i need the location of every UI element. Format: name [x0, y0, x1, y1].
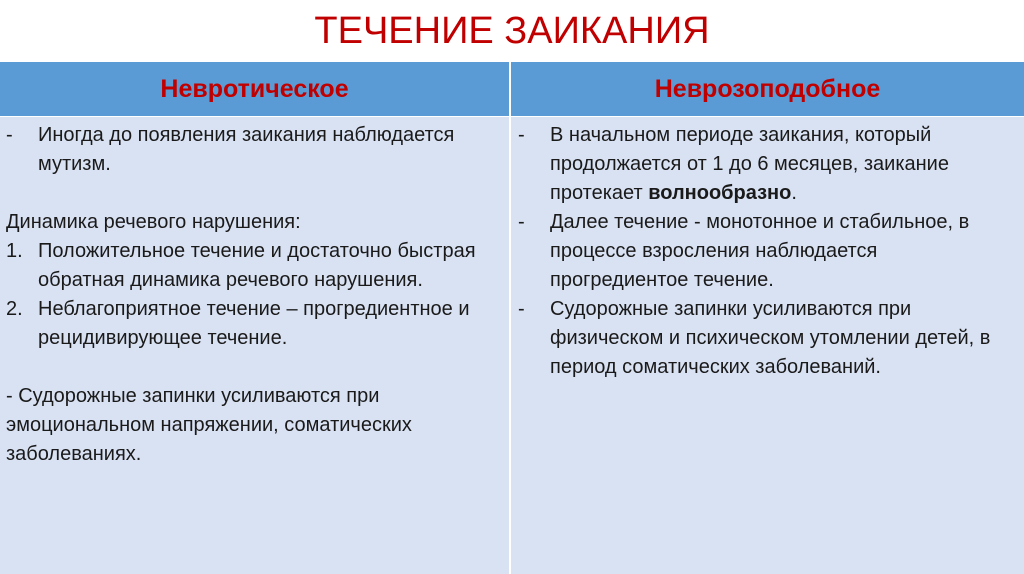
slide-title: ТЕЧЕНИЕ ЗАИКАНИЯ: [314, 10, 710, 52]
list-marker: 1.: [6, 240, 23, 262]
last-paragraph: - Судорожные запинки усиливаются при эмоциональном напряжении, соматических заболеваниях.: [6, 385, 412, 465]
spacer: [6, 179, 502, 208]
list-item: [6, 295, 502, 353]
table-header-row: [0, 61, 1024, 116]
list-item-text: Неблагоприятное течение – прогредиентное и рецидивирующее течение.: [38, 298, 470, 349]
list-item: [518, 208, 1018, 295]
comparison-table: [0, 61, 1024, 574]
list-marker: -: [6, 124, 13, 146]
list-item: [6, 121, 502, 179]
cell-neurotic: [6, 121, 502, 469]
cell-neurosis-like: [518, 121, 1018, 382]
list-marker: -: [518, 211, 525, 233]
body-divider: [509, 117, 511, 574]
list-marker: 2.: [6, 298, 23, 320]
header-neurotic: Невротическое: [160, 75, 349, 103]
list-item: [518, 121, 1018, 208]
emphasis-text: волнообразно: [648, 182, 792, 204]
list-item-text: Судорожные запинки усиливаются при физическом и психическом утомлении детей, в период соматических заболеваний.: [550, 298, 991, 378]
list-item: [518, 295, 1018, 382]
list-marker: -: [518, 298, 525, 320]
list-item-text: Иногда до появления заикания наблюдается мутизм.: [38, 124, 455, 175]
list-item-text: В начальном периоде заикания, который продолжается от 1 до 6 месяцев, заикание протекает волнообразно.: [550, 124, 949, 204]
list-item-text: Далее течение - монотонное и стабильное, в процессе взросления наблюдается прогредиентое течение.: [550, 211, 970, 291]
list-item: [6, 237, 502, 295]
spacer: [6, 353, 502, 382]
list-item-text: Положительное течение и достаточно быстрая обратная динамика речевого нарушения.: [38, 240, 476, 291]
dynamics-heading: Динамика речевого нарушения:: [6, 211, 301, 233]
list-marker: -: [518, 124, 525, 146]
header-neurosis-like: Неврозоподобное: [654, 75, 881, 103]
